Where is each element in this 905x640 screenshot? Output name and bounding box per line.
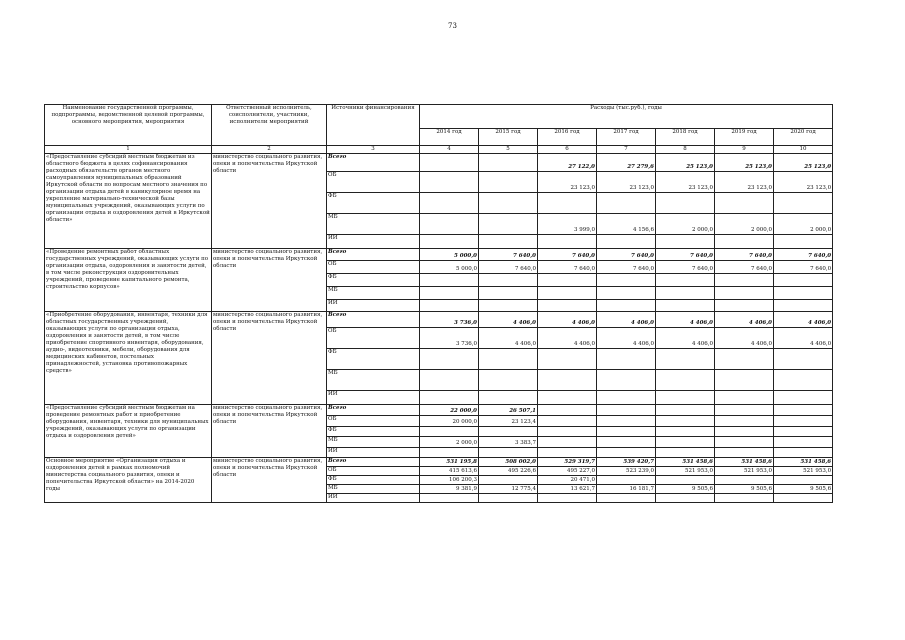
expense-value xyxy=(479,154,538,172)
measure-name: «Предоставление субсидий местным бюджетам на проведение ремонтных работ и приобретение оборудования, инвентаря, техники для муниципальных учреждений, оказывающих услуги по организации отдыха и оздоровления детей» xyxy=(45,405,212,458)
expense-value: 2 000,0 xyxy=(656,214,715,235)
header-year: 2015 год xyxy=(479,129,538,146)
expense-value xyxy=(656,349,715,370)
expense-value xyxy=(538,405,597,416)
expense-value: 5 000,0 xyxy=(420,249,479,261)
expense-value xyxy=(538,416,597,427)
header-row xyxy=(45,105,833,129)
expense-value: 495 227,0 xyxy=(538,467,597,476)
expense-value xyxy=(479,448,538,458)
expense-value: 5 000,0 xyxy=(420,261,479,274)
expense-value xyxy=(597,437,656,448)
table-row xyxy=(45,312,833,328)
measure-name: Основное мероприятие «Организация отдыха и оздоровления детей в рамках полномочий министерства социального развития, опеки и попечительства Иркутской области» на 2014-2020 годы xyxy=(45,458,212,503)
expense-value: 2 000,0 xyxy=(715,214,774,235)
expense-value xyxy=(479,193,538,214)
expense-value xyxy=(774,235,833,249)
column-number: 9 xyxy=(715,146,774,154)
executor: министерство социального развития, опеки и попечительства Иркутской области xyxy=(212,458,327,503)
expense-value xyxy=(479,214,538,235)
expense-value: 7 640,0 xyxy=(656,261,715,274)
table-row xyxy=(45,154,833,172)
expense-value: 23 123,0 xyxy=(656,172,715,193)
expense-value xyxy=(715,300,774,312)
expense-value xyxy=(715,235,774,249)
expense-value: 7 640,0 xyxy=(774,261,833,274)
expense-value xyxy=(420,370,479,391)
expense-value xyxy=(774,427,833,437)
expense-value xyxy=(715,448,774,458)
column-number: 5 xyxy=(479,146,538,154)
expense-value xyxy=(715,476,774,485)
column-number: 2 xyxy=(212,146,327,154)
funding-source: МБ xyxy=(327,287,420,300)
expense-value xyxy=(420,448,479,458)
funding-source: ОБ xyxy=(327,328,420,349)
expense-value: 20 471,0 xyxy=(538,476,597,485)
expense-value xyxy=(597,287,656,300)
expense-value xyxy=(538,235,597,249)
expense-value: 4 406,0 xyxy=(538,312,597,328)
expense-value xyxy=(538,370,597,391)
page-number: 73 xyxy=(448,22,457,30)
expense-value xyxy=(538,274,597,287)
expense-value xyxy=(597,274,656,287)
expense-value xyxy=(774,476,833,485)
funding-source: ОБ xyxy=(327,416,420,427)
expense-value xyxy=(715,405,774,416)
expense-value: 9 381,9 xyxy=(420,485,479,494)
expense-value: 521 953,0 xyxy=(656,467,715,476)
expense-value xyxy=(774,405,833,416)
expense-value: 4 406,0 xyxy=(774,328,833,349)
expense-value: 27 279,6 xyxy=(597,154,656,172)
expense-value xyxy=(597,494,656,503)
funding-source: ОБ xyxy=(327,172,420,193)
expense-value xyxy=(715,274,774,287)
expense-value: 531 458,6 xyxy=(774,458,833,467)
expense-value: 7 640,0 xyxy=(715,249,774,261)
expense-value: 4 406,0 xyxy=(479,328,538,349)
expense-value xyxy=(597,370,656,391)
expense-value xyxy=(715,437,774,448)
expense-value xyxy=(774,274,833,287)
column-number: 1 xyxy=(45,146,212,154)
expense-value xyxy=(597,476,656,485)
funding-source: ФБ xyxy=(327,476,420,485)
expense-value xyxy=(420,214,479,235)
header-source: Источники финансирования xyxy=(327,105,420,146)
expense-value xyxy=(656,193,715,214)
expense-value xyxy=(597,416,656,427)
expense-value: 23 123,0 xyxy=(597,172,656,193)
funding-source: ИИ xyxy=(327,391,420,405)
expense-value xyxy=(656,427,715,437)
expense-value: 4 406,0 xyxy=(597,312,656,328)
funding-source: Всего xyxy=(327,154,420,172)
expense-value xyxy=(538,349,597,370)
expense-value xyxy=(479,370,538,391)
funding-source: Всего xyxy=(327,249,420,261)
header-year: 2014 год xyxy=(420,129,479,146)
funding-source: Всего xyxy=(327,405,420,416)
expense-value xyxy=(774,416,833,427)
expense-value: 4 156,6 xyxy=(597,214,656,235)
expense-value: 7 640,0 xyxy=(479,261,538,274)
funding-source: ОБ xyxy=(327,467,420,476)
column-number: 8 xyxy=(656,146,715,154)
expense-value xyxy=(656,235,715,249)
expense-value xyxy=(420,235,479,249)
expense-value: 521 953,0 xyxy=(715,467,774,476)
expense-value: 2 000,0 xyxy=(774,214,833,235)
expense-value: 508 002,0 xyxy=(479,458,538,467)
expense-value xyxy=(479,274,538,287)
expense-value xyxy=(774,300,833,312)
executor: министерство социального развития, опеки и попечительства Иркутской области xyxy=(212,312,327,405)
funding-source: МБ xyxy=(327,214,420,235)
expense-value: 4 406,0 xyxy=(715,312,774,328)
column-number: 3 xyxy=(327,146,420,154)
expense-value xyxy=(538,287,597,300)
expense-value: 495 226,6 xyxy=(479,467,538,476)
expense-value xyxy=(420,287,479,300)
table-row xyxy=(45,405,833,416)
expense-value: 4 406,0 xyxy=(538,328,597,349)
expense-value xyxy=(597,391,656,405)
expense-value xyxy=(538,300,597,312)
expense-value: 9 505,6 xyxy=(774,485,833,494)
expense-value: 3 383,7 xyxy=(479,437,538,448)
expense-value: 106 200,3 xyxy=(420,476,479,485)
expense-value: 7 640,0 xyxy=(774,249,833,261)
expense-value xyxy=(597,235,656,249)
header-year: 2017 год xyxy=(597,129,656,146)
measure-name: «Проведение ремонтных работ областных государственных учреждений, оказывающих услуги по организации отдыха, оздоровления и занятости детей, в том числе реконструкция оздоровительных учреждений, проведение капитального ремонта, строительство корпусов» xyxy=(45,249,212,312)
expense-value xyxy=(420,300,479,312)
expense-value: 7 640,0 xyxy=(538,249,597,261)
expense-value xyxy=(479,476,538,485)
expense-value: 7 640,0 xyxy=(538,261,597,274)
header-name: Наименование государственной программы, подпрограммы, ведомственной целевой программы, основного мероприятия, мероприятия xyxy=(45,105,212,146)
expense-value xyxy=(656,300,715,312)
expense-value: 3 999,0 xyxy=(538,214,597,235)
expense-value: 25 123,0 xyxy=(656,154,715,172)
expense-value xyxy=(774,391,833,405)
expense-value xyxy=(479,427,538,437)
executor: министерство социального развития, опеки и попечительства Иркутской области xyxy=(212,405,327,458)
expense-value xyxy=(656,274,715,287)
expense-value: 23 123,0 xyxy=(774,172,833,193)
column-number: 4 xyxy=(420,146,479,154)
expense-value xyxy=(656,405,715,416)
expense-value: 26 507,1 xyxy=(479,405,538,416)
expense-value xyxy=(715,494,774,503)
expense-value: 9 505,6 xyxy=(715,485,774,494)
expense-value xyxy=(597,349,656,370)
expense-value xyxy=(715,427,774,437)
expense-value xyxy=(715,391,774,405)
expense-value: 415 613,6 xyxy=(420,467,479,476)
expense-value xyxy=(656,437,715,448)
expense-value xyxy=(774,448,833,458)
expense-value xyxy=(774,287,833,300)
expense-value: 7 640,0 xyxy=(479,249,538,261)
expense-value xyxy=(538,391,597,405)
header-executor: Ответственный исполнитель, соисполнители, участники, исполнители мероприятий xyxy=(212,105,327,146)
funding-source: ОБ xyxy=(327,261,420,274)
header-year: 2020 год xyxy=(774,129,833,146)
expense-value: 521 953,0 xyxy=(774,467,833,476)
funding-source: ИИ xyxy=(327,448,420,458)
expense-value xyxy=(656,494,715,503)
expense-value xyxy=(774,370,833,391)
funding-source: МБ xyxy=(327,437,420,448)
expense-value: 22 000,0 xyxy=(420,405,479,416)
expense-value: 523 239,0 xyxy=(597,467,656,476)
expense-value xyxy=(479,300,538,312)
funding-source: ИИ xyxy=(327,494,420,503)
expense-value: 539 420,7 xyxy=(597,458,656,467)
expense-value: 4 406,0 xyxy=(656,328,715,349)
expense-value: 25 123,0 xyxy=(774,154,833,172)
header-year: 2016 год xyxy=(538,129,597,146)
funding-source: ИИ xyxy=(327,235,420,249)
expense-value: 4 406,0 xyxy=(597,328,656,349)
expense-value: 4 406,0 xyxy=(774,312,833,328)
column-number: 6 xyxy=(538,146,597,154)
expense-value xyxy=(597,193,656,214)
expense-value xyxy=(479,172,538,193)
expense-value: 4 406,0 xyxy=(479,312,538,328)
expense-value: 7 640,0 xyxy=(597,249,656,261)
funding-source: Всего xyxy=(327,312,420,328)
expense-value xyxy=(420,427,479,437)
expense-value xyxy=(774,193,833,214)
expense-value xyxy=(538,494,597,503)
expense-value xyxy=(420,391,479,405)
expense-value xyxy=(774,437,833,448)
expense-value xyxy=(656,287,715,300)
column-number-row xyxy=(45,146,833,154)
expense-value xyxy=(597,300,656,312)
expense-value xyxy=(774,494,833,503)
expense-value xyxy=(420,274,479,287)
expense-value xyxy=(656,370,715,391)
expense-value: 20 000,0 xyxy=(420,416,479,427)
expense-value: 12 775,4 xyxy=(479,485,538,494)
expense-value: 7 640,0 xyxy=(656,249,715,261)
expense-value: 25 123,0 xyxy=(715,154,774,172)
expense-value: 23 123,4 xyxy=(479,416,538,427)
expense-value: 23 123,0 xyxy=(538,172,597,193)
funding-source: Всего xyxy=(327,458,420,467)
header-year: 2018 год xyxy=(656,129,715,146)
budget-table xyxy=(44,104,833,503)
expense-value xyxy=(538,193,597,214)
expense-value xyxy=(715,193,774,214)
expense-value xyxy=(597,427,656,437)
expense-value xyxy=(656,391,715,405)
expense-value xyxy=(420,193,479,214)
expense-value xyxy=(597,448,656,458)
expense-value xyxy=(420,154,479,172)
expense-value xyxy=(420,172,479,193)
expense-value xyxy=(715,370,774,391)
expense-value xyxy=(479,391,538,405)
expense-value xyxy=(656,416,715,427)
expense-value xyxy=(656,476,715,485)
funding-source: ФБ xyxy=(327,274,420,287)
expense-value xyxy=(538,437,597,448)
expense-value xyxy=(715,287,774,300)
expense-value: 9 505,6 xyxy=(656,485,715,494)
funding-source: ФБ xyxy=(327,193,420,214)
funding-source: МБ xyxy=(327,485,420,494)
expense-value: 3 736,0 xyxy=(420,328,479,349)
expense-value xyxy=(479,494,538,503)
expense-value xyxy=(420,349,479,370)
funding-source: ИИ xyxy=(327,300,420,312)
expense-value: 13 621,7 xyxy=(538,485,597,494)
expense-value xyxy=(656,448,715,458)
table-row xyxy=(45,249,833,261)
expense-value: 23 123,0 xyxy=(715,172,774,193)
table-row xyxy=(45,458,833,467)
expense-value: 27 122,0 xyxy=(538,154,597,172)
expense-value: 531 458,6 xyxy=(715,458,774,467)
column-number: 10 xyxy=(774,146,833,154)
expense-value xyxy=(538,448,597,458)
expense-value: 4 406,0 xyxy=(715,328,774,349)
header-expenses: Расходы (тыс.руб.), годы xyxy=(420,105,833,129)
expense-value xyxy=(479,349,538,370)
expense-value: 4 406,0 xyxy=(656,312,715,328)
measure-name: «Предоставление субсидий местным бюджетам из областного бюджета в целях софинансирования расходных обязательств органов местного самоуправления муниципальных образований Иркутской области по вопросам местного значения по организации отдыха детей в каникулярное время на укрепление материально-технической базы муниципальных учреждений, оказывающих услуги по организации отдыха и оздоровления детей в Иркутской области» xyxy=(45,154,212,249)
expense-value xyxy=(538,427,597,437)
expense-value: 531 195,8 xyxy=(420,458,479,467)
expense-value: 7 640,0 xyxy=(715,261,774,274)
expense-value xyxy=(774,349,833,370)
expense-value xyxy=(479,287,538,300)
expense-value: 3 736,0 xyxy=(420,312,479,328)
executor: министерство социального развития, опеки и попечительства Иркутской области xyxy=(212,249,327,312)
executor: министерство социального развития, опеки и попечительства Иркутской области xyxy=(212,154,327,249)
expense-value xyxy=(479,235,538,249)
header-year: 2019 год xyxy=(715,129,774,146)
column-number: 7 xyxy=(597,146,656,154)
expense-value xyxy=(597,405,656,416)
funding-source: ФБ xyxy=(327,349,420,370)
expense-value: 2 000,0 xyxy=(420,437,479,448)
expense-value: 16 181,7 xyxy=(597,485,656,494)
expense-value: 529 319,7 xyxy=(538,458,597,467)
funding-source: МБ xyxy=(327,370,420,391)
funding-source: ФБ xyxy=(327,427,420,437)
expense-value xyxy=(715,349,774,370)
expense-value xyxy=(420,494,479,503)
expense-value xyxy=(715,416,774,427)
measure-name: «Приобретение оборудования, инвентаря, техники для областных государственных учреждений, оказывающих услуги по организации отдыха, оздоровления и занятости детей, в том числе приобретение спортивного инвентаря, оборудования, аудио-, видеотехники, мебели, оборудования для медицинских кабинетов, постельных принадлежностей, установка противопожарных средств» xyxy=(45,312,212,405)
expense-value: 531 458,6 xyxy=(656,458,715,467)
expense-value: 7 640,0 xyxy=(597,261,656,274)
